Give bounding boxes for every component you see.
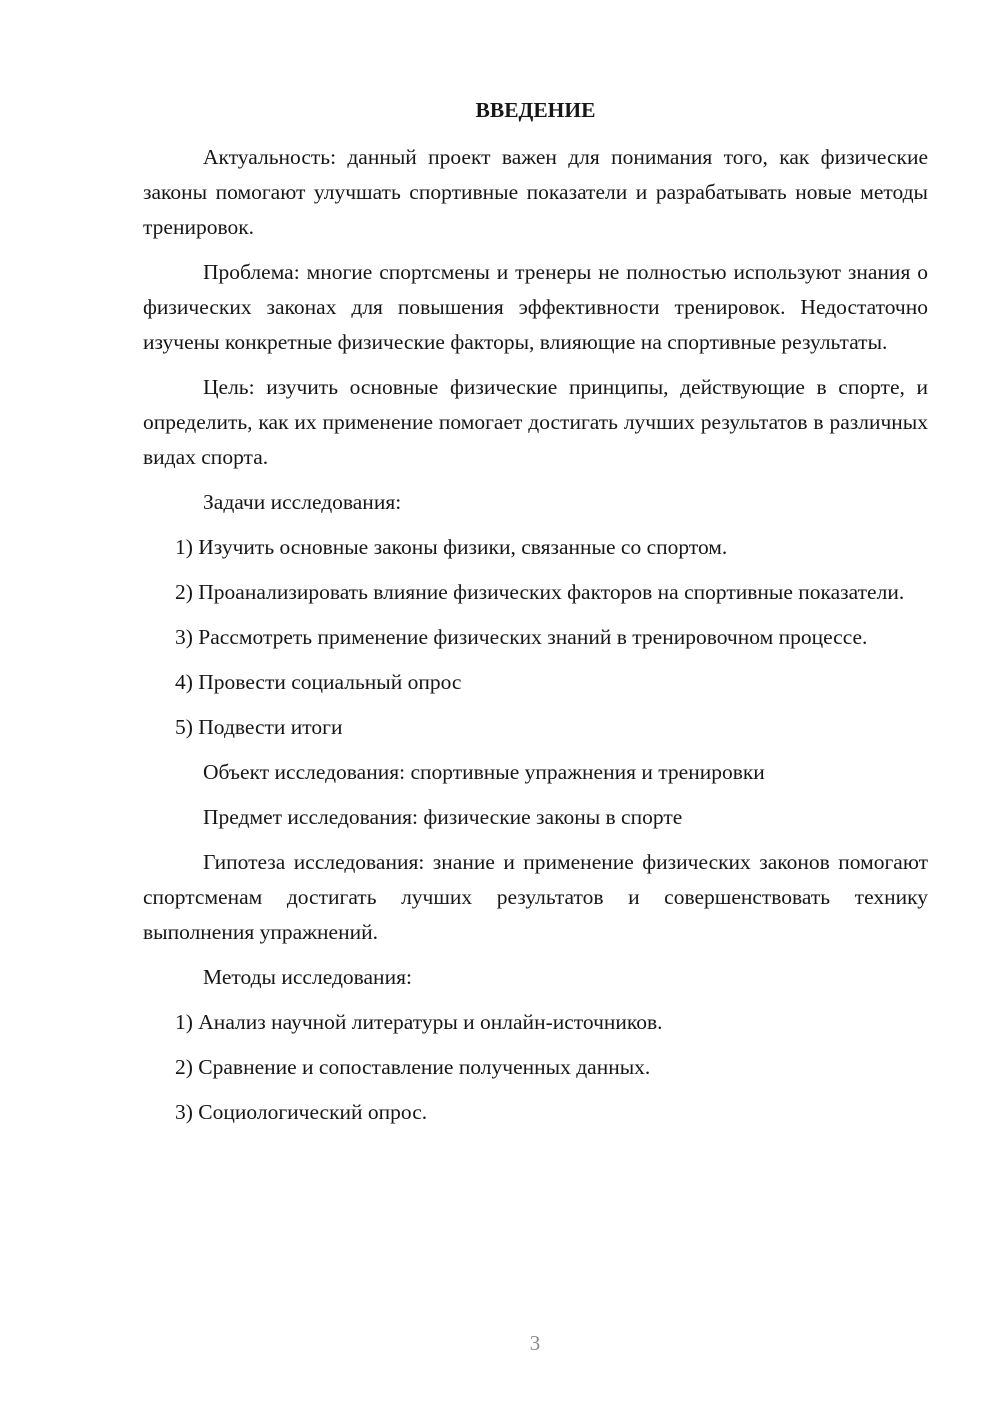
object-paragraph: Объект исследования: спортивные упражнения и тренировки xyxy=(203,760,765,784)
document-page xyxy=(143,93,928,1140)
page-number: 3 xyxy=(529,1331,541,1355)
goal-paragraph: Цель: изучить основные физические принципы, действующие в спорте, и определить, как их применение помогает достигать лучших результатов в различных видах спорта. xyxy=(143,375,928,469)
method-item: 2) Сравнение и сопоставление полученных данных. xyxy=(175,1055,651,1079)
method-item: 3) Социологический опрос. xyxy=(175,1100,428,1124)
methods-heading: Методы исследования: xyxy=(203,965,412,989)
hypothesis-paragraph: Гипотеза исследования: знание и применение физических законов помогают спортсменам достигать лучших результатов и совершенствовать технику выполнения упражнений. xyxy=(143,850,928,944)
task-item: 3) Рассмотреть применение физических знаний в тренировочном процессе. xyxy=(175,625,868,649)
relevance-paragraph: Актуальность: данный проект важен для понимания того, как физические законы помогают улучшать спортивные показатели и разрабатывать новые методы тренировок. xyxy=(143,145,928,239)
tasks-heading: Задачи исследования: xyxy=(203,490,402,514)
subject-paragraph: Предмет исследования: физические законы в спорте xyxy=(203,805,683,829)
method-item: 1) Анализ научной литературы и онлайн-источников. xyxy=(175,1010,663,1034)
page-title: ВВЕДЕНИЕ xyxy=(475,98,596,122)
task-item: 5) Подвести итоги xyxy=(175,715,343,739)
problem-paragraph: Проблема: многие спортсмены и тренеры не полностью используют знания о физических законах для повышения эффективности тренировок. Недостаточно изучены конкретные физические факторы, влияющие на спортивные результаты. xyxy=(143,260,928,354)
task-item: 1) Изучить основные законы физики, связанные со спортом. xyxy=(175,535,728,559)
task-item: 2) Проанализировать влияние физических факторов на спортивные показатели. xyxy=(175,580,905,604)
task-item: 4) Провести социальный опрос xyxy=(175,670,462,694)
